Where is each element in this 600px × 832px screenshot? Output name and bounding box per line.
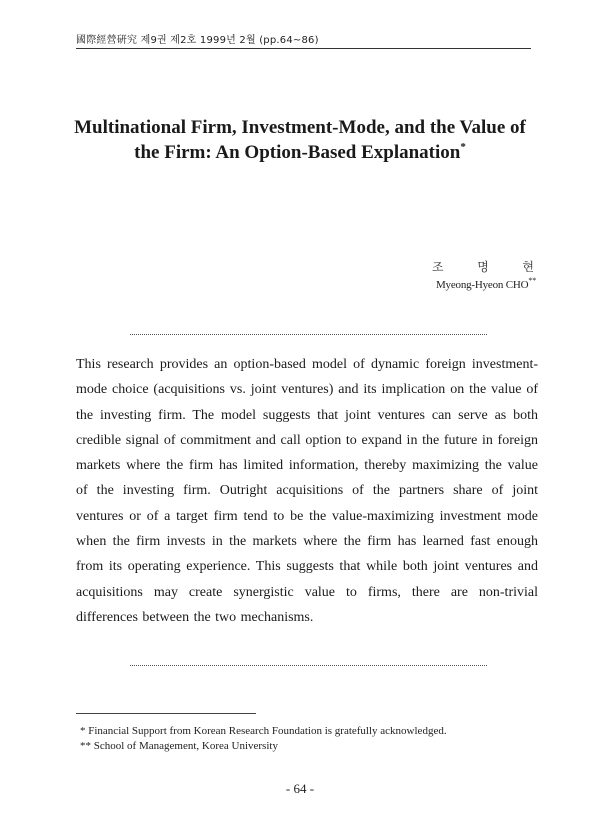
title-line-2-text: the Firm: An Option-Based Explanation bbox=[134, 142, 461, 163]
title-footnote-marker: * bbox=[460, 141, 466, 153]
footnote-rule bbox=[76, 713, 256, 714]
author-korean-name bbox=[432, 258, 534, 275]
title-line-2 bbox=[60, 140, 540, 165]
header-rule bbox=[76, 48, 531, 49]
abstract-text: This research provides an option-based model of dynamic foreign investment-mode choice (acquisitions vs. joint ventures) and its implication on the value of the investing firm. The model suggests that joint ventures can serve as both credible signal of commitment and call option to expand in the future in foreign markets where the firm has limited information, thereby maximizing the value of the investing firm. Outright acquisitions of the partners share of joint ventures or of a target firm tend to be the value-maximizing investment mode when the firm invests in the markets where the firm has learned fast enough from its operating experience. This suggests that while both joint ventures and acquisitions may create synergistic value to firms, there are non-trivial differences between the two mechanisms. bbox=[76, 357, 538, 625]
abstract bbox=[76, 352, 538, 630]
abstract-bottom-divider bbox=[130, 665, 487, 666]
paper-title bbox=[60, 115, 540, 165]
author-korean-char: 조 bbox=[432, 260, 444, 274]
footnote-2-text: School of Management, Korea University bbox=[93, 740, 278, 752]
footnote-1 bbox=[80, 725, 447, 737]
abstract-top-divider bbox=[130, 334, 487, 335]
title-line-1: Multinational Firm, Investment-Mode, and the Value of bbox=[74, 117, 526, 138]
author-english-text: Myeong-Hyeon CHO bbox=[435, 279, 529, 291]
footnote-1-marker: * bbox=[80, 725, 86, 737]
page-number: - 64 - bbox=[285, 781, 315, 796]
footnote-2-marker: ** bbox=[80, 740, 91, 752]
running-head: 國際經營硏究 제9권 제2호 1999년 2월 (pp.64~86) bbox=[76, 35, 319, 46]
footnote-2 bbox=[80, 740, 278, 752]
author-english-name bbox=[350, 276, 536, 291]
author-korean-char: 현 bbox=[522, 260, 534, 274]
author-korean-char: 명 bbox=[477, 260, 489, 274]
author-footnote-marker: ** bbox=[528, 276, 536, 285]
footnote-1-text: Financial Support from Korean Research Foundation is gratefully acknowledged. bbox=[88, 725, 447, 737]
